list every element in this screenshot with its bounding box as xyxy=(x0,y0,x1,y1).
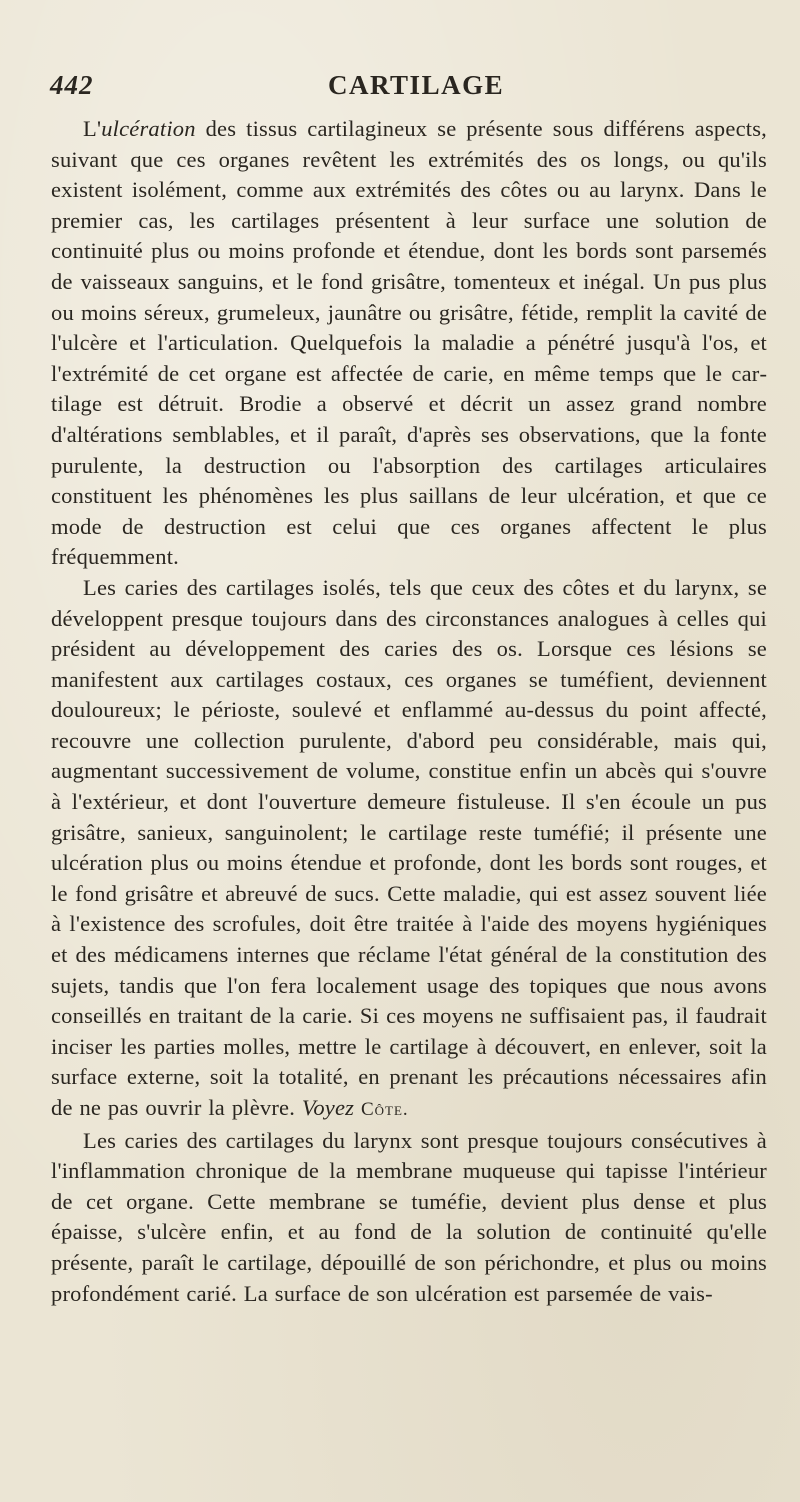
para-text: Les caries des cartilages du larynx sont presque toujours consécutives à l'inflammation chronique de la membrane muqueuse qui tapisse l'intérieur de cet organe. Cette membrane se tuméfie, devient plus dense et plus épaisse, s'ulcère enfin, et au fond de la solution de continuité qu'elle présente, paraît le cartilage, dépouillé de son périchondre, et plus ou moins profondément carié. La surface de son ulcération est parsemée de vais- xyxy=(51,1127,767,1306)
term-ulceration: ulcération xyxy=(101,116,196,141)
page-number: 442 xyxy=(50,70,94,100)
para-lead: L' xyxy=(83,116,102,141)
page-header xyxy=(50,70,750,110)
paragraph-caries-isolated xyxy=(51,573,767,1126)
paragraph-ulceration xyxy=(51,114,767,573)
para-text: Les caries des cartilages isolés, tels que ceux des côtes et du larynx, se développent presque toujours dans des circonstances analogues à celles qui président au développement des caries des os. Lorsque ces lésions se manifestent aux cartilages costaux, ces organes se tuméfient, deviennent douloureux; le périoste, soulevé et enflammé au-dessus du point affecté, recouvre une collection purulente, d'abord peu considérable, mais qui, augmentant successivement de volume, constitue enfin un abcès qui s'ouvre à l'extérieur, et dont l'ouverture demeure fistuleuse. Il s'en écoule un pus grisâtre, sanieux, sanguinolent; le cartilage reste tuméfié; il présente une ulcération plus ou moins étendue et profonde, dont les bords sont rouges, et le fond grisâtre et abreuvé de sucs. Cette maladie, qui est assez souvent liée à l'existence des scrofules, doit être traitée à l'aide des moyens hygiéniques et des médicamens internes que réclame l'état général de la constitution des sujets, tandis que l'on fera localement usage des topiques que nous avons conseillés en traitant de la carie. Si ces moyens ne suffisaient pas, il faudrait inciser les parties molles, mettre le cartilage à découvert, en enlever, soit la surface externe, soit la totalité, en prenant les précautions nécessaires afin de ne pas ouvrir la plèvre. xyxy=(51,574,767,1120)
running-head: CARTILAGE xyxy=(328,70,505,100)
body-text xyxy=(51,114,767,1309)
see-also-label: Voyez xyxy=(301,1095,355,1120)
paragraph-caries-larynx xyxy=(51,1126,767,1310)
para-text: des tissus cartilagineux se présente sous différens aspects, suivant que ces organes revêtent les extrémités des os longs, ou qu'ils existent isolément, comme aux extrémités des côtes ou au larynx. Dans le premier cas, les cartilages présentent à leur surface une solution de continuité plus ou moins profonde et étendue, dont les bords sont parsemés de vaisseaux sanguins, et le fond grisâtre, tomenteux et inégal. Un pus plus ou moins séreux, grumeleux, jaunâtre ou grisâtre, fétide, remplit la cavité de l'ulcère et l'articulation. Quelquefois la maladie a pénétré jusqu'à l'os, et l'extrémité de cet organe est affectée de carie, en même temps que le cartilage est détruit. Brodie a observé et décrit un assez grand nombre d'altérations semblables, et il paraît, d'après ses observations, que la fonte purulente, la destruction ou l'absorption des cartilages articulaires constituent les phénomènes les plus saillans de leur ulcération, et que ce mode de destruction est celui que ces organes affectent le plus fréquemment. xyxy=(51,116,767,570)
see-also-reference: Côte. xyxy=(360,1099,409,1120)
